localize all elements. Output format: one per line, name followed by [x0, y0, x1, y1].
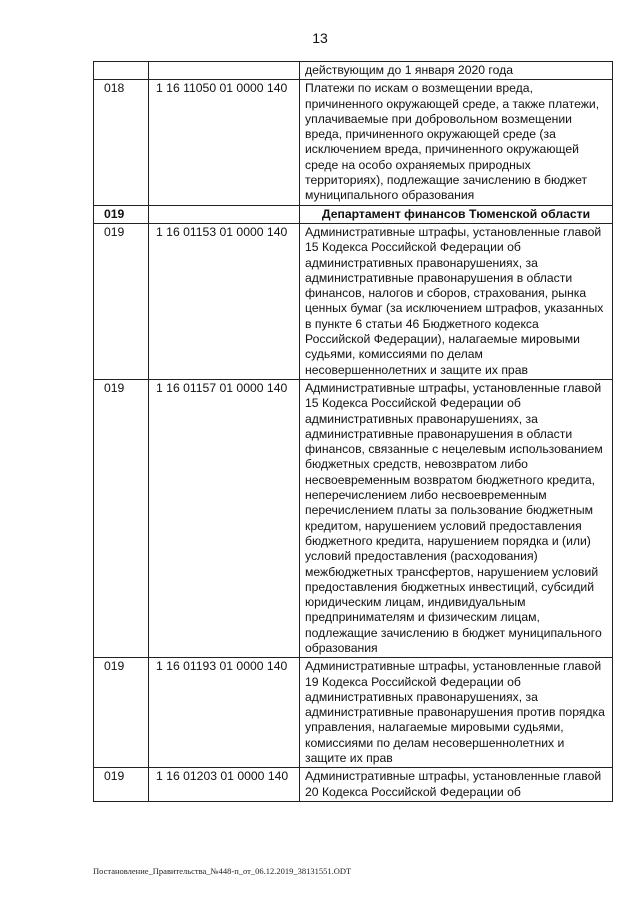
- admin-code-cell: 019: [94, 658, 149, 768]
- description-cell: Административные штрафы, установленные главой 20 Кодекса Российской Федерации об: [300, 768, 613, 802]
- description-cell: действующим до 1 января 2020 года: [300, 62, 613, 80]
- admin-code-cell: [94, 62, 149, 80]
- page-number: 13: [312, 30, 328, 46]
- kbk-code-cell: 1 16 01193 01 0000 140: [149, 658, 300, 768]
- admin-code-cell: 018: [94, 80, 149, 205]
- admin-code-cell: 019: [94, 768, 149, 802]
- table-row: [94, 768, 613, 802]
- kbk-code-cell: [149, 205, 300, 223]
- kbk-code-cell: 1 16 01203 01 0000 140: [149, 768, 300, 802]
- table-row: [94, 658, 613, 768]
- description-cell: Административные штрафы, установленные главой 15 Кодекса Российской Федерации об административных правонарушениях, за административные правонарушения в области финансов, связанные с нецелевым использованием бюджетных средств, невозвратом либо несвоевременным возвратом бюджетного кредита, неперечислением либо несвоевременным перечислением платы за пользование бюджетным кредитом, нарушением условий предоставления бюджетного кредита, нарушением порядка и (или) условий предоставления (расходования) межбюджетных трансфертов, нарушением условий предоставления бюджетных инвестиций, субсидий юридическим лицам, индивидуальным предпринимателям и физическим лицам, подлежащие зачислению в бюджет муниципального образования: [300, 379, 613, 657]
- kbk-code-cell: 1 16 01153 01 0000 140: [149, 223, 300, 379]
- admin-code-cell: 019: [94, 223, 149, 379]
- kbk-code-cell: 1 16 01157 01 0000 140: [149, 379, 300, 657]
- department-name-cell: Департамент финансов Тюменской области: [300, 205, 613, 223]
- description-cell: Административные штрафы, установленные главой 15 Кодекса Российской Федерации об административных правонарушениях, за административные правонарушения в области финансов, налогов и сборов, страхования, рынка ценных бумаг (за исключением штрафов, указанных в пункте 6 статьи 46 Бюджетного кодекса Российской Федерации), налагаемые мировыми судьями, комиссиями по делам несовершеннолетних и защите их прав: [300, 223, 613, 379]
- table-row: [94, 379, 613, 657]
- department-header-row: [94, 205, 613, 223]
- description-cell: Административные штрафы, установленные главой 19 Кодекса Российской Федерации об административных правонарушениях, за административные правонарушения против порядка управления, налагаемые мировыми судьями, комиссиями по делам несовершеннолетних и защите их прав: [300, 658, 613, 768]
- description-cell: Платежи по искам о возмещении вреда, причиненного окружающей среде, а также платежи, уплачиваемые при добровольном возмещении вреда, причиненного окружающей среде (за исключением вреда, причиненного окружающей среде на особо охраняемых природных территориях), подлежащие зачислению в бюджет муниципального образования: [300, 80, 613, 205]
- document-footer: Постановление_Правительства_№448-п_от_06.12.2019_38131551.ODT: [93, 866, 352, 876]
- admin-code-cell: 019: [94, 379, 149, 657]
- kbk-code-cell: [149, 62, 300, 80]
- budget-codes-table: [93, 61, 613, 802]
- kbk-code-cell: 1 16 11050 01 0000 140: [149, 80, 300, 205]
- admin-code-cell: 019: [94, 205, 149, 223]
- table-row: [94, 62, 613, 80]
- table-row: [94, 223, 613, 379]
- table-row: [94, 80, 613, 205]
